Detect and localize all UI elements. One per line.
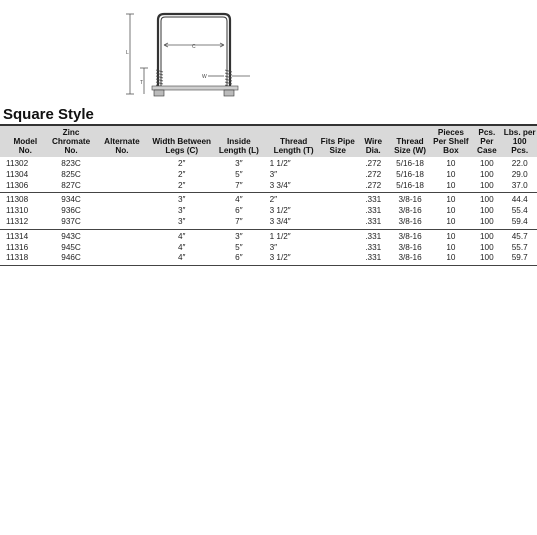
width-label: C xyxy=(192,44,196,50)
cell-thread-length: 1 1/2″ xyxy=(269,231,291,241)
cell-fits-pipe-size xyxy=(319,170,357,181)
cell-thread-size: 3/8-16 xyxy=(398,231,422,241)
header-fits-pipe-size: Fits Pipe Size xyxy=(319,125,357,157)
cell-zinc-chromate-no: 823C xyxy=(61,159,81,168)
cell-lbs-per-100-pcs: 55.7 xyxy=(511,242,528,252)
cell-pcs-per-case: 100 xyxy=(480,195,494,205)
cell-fits-pipe-size xyxy=(319,229,357,242)
cell-pieces-per-shelf-box: 10 xyxy=(446,206,456,216)
cell-pieces-per-shelf-box: 10 xyxy=(431,217,472,229)
cell-zinc-chromate-no: 825C xyxy=(61,169,81,179)
cell-thread-size: 3/8-16 xyxy=(390,217,431,229)
header-pieces-per-shelf-box: Pieces Per Shelf Box xyxy=(431,125,472,157)
cell-alternate-no xyxy=(97,206,148,217)
cell-pieces-per-shelf-box: 10 xyxy=(446,242,456,252)
cell-width-between-legs: 2″ xyxy=(177,159,186,168)
table-row xyxy=(0,181,537,193)
thread-label: T xyxy=(140,80,144,86)
cell-inside-length: 7″ xyxy=(216,181,261,193)
cell-width-between-legs: 3″ xyxy=(177,206,186,216)
cell-thread-size: 3/8-16 xyxy=(398,195,422,205)
table-row xyxy=(0,206,537,217)
header-wire-dia: Wire Dia. xyxy=(357,125,390,157)
cell-model-no: 11314 xyxy=(6,231,29,241)
header-thread-length: Thread Length (T) xyxy=(262,125,319,157)
section-title: Square Style xyxy=(3,106,94,123)
cell-inside-length: 3″ xyxy=(235,231,243,241)
cell-pcs-per-case: 100 xyxy=(471,217,502,229)
cell-model-no: 11308 xyxy=(6,195,29,205)
cell-thread-length: 3″ xyxy=(269,169,278,179)
cell-width-between-legs: 4″ xyxy=(177,242,186,252)
cell-wire-dia: .272 xyxy=(365,169,382,179)
cell-zinc-chromate-no: 943C xyxy=(61,231,81,241)
cell-pieces-per-shelf-box: 10 xyxy=(446,159,456,168)
table-row xyxy=(0,193,537,206)
u-bolt-diagram xyxy=(120,6,260,101)
u-bolt-body xyxy=(158,14,230,92)
header-thread-size: Thread Size (W) xyxy=(390,125,431,157)
table-row xyxy=(0,157,537,170)
cell-lbs-per-100-pcs: 59.4 xyxy=(502,217,537,229)
cell-wire-dia: .331 xyxy=(357,253,390,265)
cell-pcs-per-case: 100 xyxy=(471,181,502,193)
cell-model-no: 11304 xyxy=(6,169,29,179)
cell-wire-dia: .272 xyxy=(357,181,390,193)
cell-width-between-legs: 3″ xyxy=(177,195,186,205)
specifications-table xyxy=(0,124,537,266)
cell-pcs-per-case: 100 xyxy=(471,253,502,265)
cell-width-between-legs: 4″ xyxy=(177,231,186,241)
cell-zinc-chromate-no: 946C xyxy=(46,253,97,265)
cell-lbs-per-100-pcs: 59.7 xyxy=(502,253,537,265)
wire-label: W xyxy=(202,74,207,80)
cell-model-no: 11316 xyxy=(6,242,29,252)
cell-lbs-per-100-pcs: 55.4 xyxy=(511,206,528,216)
cell-thread-length: 1 1/2″ xyxy=(269,159,291,168)
cell-pieces-per-shelf-box: 10 xyxy=(431,181,472,193)
cell-thread-size: 5/16-18 xyxy=(396,159,424,168)
cell-alternate-no xyxy=(97,181,148,193)
cell-wire-dia: .272 xyxy=(365,159,382,168)
cell-alternate-no xyxy=(97,193,148,206)
cell-fits-pipe-size xyxy=(319,253,357,265)
cell-thread-size: 3/8-16 xyxy=(398,242,422,252)
cell-pieces-per-shelf-box: 10 xyxy=(446,231,456,241)
cell-thread-length: 3 3/4″ xyxy=(262,181,319,193)
header-zinc-chromate-no: Zinc Chromate No. xyxy=(46,125,97,157)
table-row xyxy=(0,229,537,242)
cell-pieces-per-shelf-box: 10 xyxy=(446,195,456,205)
cell-thread-length: 2″ xyxy=(269,195,278,205)
cell-zinc-chromate-no: 936C xyxy=(61,206,81,216)
cell-wire-dia: .331 xyxy=(365,231,382,241)
cell-fits-pipe-size xyxy=(319,206,357,217)
cell-wire-dia: .331 xyxy=(365,195,382,205)
left-nut xyxy=(154,90,164,96)
cell-inside-length: 3″ xyxy=(235,159,243,168)
cell-model-no: 11312 xyxy=(0,217,46,229)
cell-thread-length: 3 1/2″ xyxy=(262,253,319,265)
cell-inside-length: 6″ xyxy=(216,253,261,265)
cell-inside-length: 6″ xyxy=(235,206,243,216)
cell-pcs-per-case: 100 xyxy=(480,159,494,168)
cell-inside-length: 7″ xyxy=(216,217,261,229)
header-inside-length: Inside Length (L) xyxy=(216,125,261,157)
header-pcs-per-case: Pcs. Per Case xyxy=(471,125,502,157)
cell-inside-length: 5″ xyxy=(235,169,243,179)
cell-zinc-chromate-no: 934C xyxy=(61,195,81,205)
cell-pieces-per-shelf-box: 10 xyxy=(431,253,472,265)
header-alternate-no: Alternate No. xyxy=(97,125,148,157)
cell-pcs-per-case: 100 xyxy=(480,242,494,252)
cell-width-between-legs: 2″ xyxy=(177,169,186,179)
cell-zinc-chromate-no: 827C xyxy=(46,181,97,193)
cell-fits-pipe-size xyxy=(319,243,357,254)
cell-model-no: 11302 xyxy=(6,159,29,168)
cell-zinc-chromate-no: 937C xyxy=(46,217,97,229)
cell-thread-size: 5/16-18 xyxy=(396,169,424,179)
cell-thread-length: 3 3/4″ xyxy=(262,217,319,229)
cell-fits-pipe-size xyxy=(319,157,357,170)
cell-lbs-per-100-pcs: 29.0 xyxy=(511,169,528,179)
cell-lbs-per-100-pcs: 22.0 xyxy=(511,159,528,168)
cell-lbs-per-100-pcs: 45.7 xyxy=(511,231,528,241)
header-model-no: Model No. xyxy=(0,125,46,157)
cell-alternate-no xyxy=(97,243,148,254)
cell-thread-length: 3 1/2″ xyxy=(269,206,291,216)
table-row xyxy=(0,243,537,254)
table-body xyxy=(0,157,537,266)
cell-wire-dia: .331 xyxy=(365,206,382,216)
header-lbs-per-100-pcs: Lbs. per 100 Pcs. xyxy=(502,125,537,157)
right-nut xyxy=(224,90,234,96)
table-row xyxy=(0,217,537,229)
cell-width-between-legs: 4″ xyxy=(147,253,216,265)
cell-lbs-per-100-pcs: 44.4 xyxy=(511,195,528,205)
cell-alternate-no xyxy=(97,253,148,265)
cell-alternate-no xyxy=(97,157,148,170)
cell-wire-dia: .331 xyxy=(365,242,382,252)
cell-width-between-legs: 3″ xyxy=(147,217,216,229)
cell-model-no: 11306 xyxy=(0,181,46,193)
cell-thread-size: 3/8-16 xyxy=(390,253,431,265)
cell-alternate-no xyxy=(97,170,148,181)
cell-model-no: 11318 xyxy=(0,253,46,265)
table-header-row xyxy=(0,125,537,157)
cell-thread-size: 3/8-16 xyxy=(398,206,422,216)
header-width-between-legs: Width Between Legs (C) xyxy=(147,125,216,157)
cell-zinc-chromate-no: 945C xyxy=(61,242,81,252)
mounting-plate xyxy=(152,86,238,90)
cell-fits-pipe-size xyxy=(319,181,357,193)
cell-pcs-per-case: 100 xyxy=(480,206,494,216)
cell-pcs-per-case: 100 xyxy=(480,169,494,179)
table-row xyxy=(0,170,537,181)
cell-pcs-per-case: 100 xyxy=(480,231,494,241)
cell-thread-length: 3″ xyxy=(269,242,278,252)
cell-model-no: 11310 xyxy=(6,206,29,216)
length-label: L xyxy=(126,50,129,56)
cell-inside-length: 5″ xyxy=(235,242,243,252)
cell-wire-dia: .331 xyxy=(357,217,390,229)
cell-width-between-legs: 2″ xyxy=(147,181,216,193)
cell-lbs-per-100-pcs: 37.0 xyxy=(502,181,537,193)
cell-thread-size: 5/16-18 xyxy=(390,181,431,193)
cell-fits-pipe-size xyxy=(319,217,357,229)
cell-fits-pipe-size xyxy=(319,193,357,206)
table-row xyxy=(0,253,537,265)
cell-alternate-no xyxy=(97,217,148,229)
cell-alternate-no xyxy=(97,229,148,242)
cell-pieces-per-shelf-box: 10 xyxy=(446,169,456,179)
cell-inside-length: 4″ xyxy=(235,195,243,205)
